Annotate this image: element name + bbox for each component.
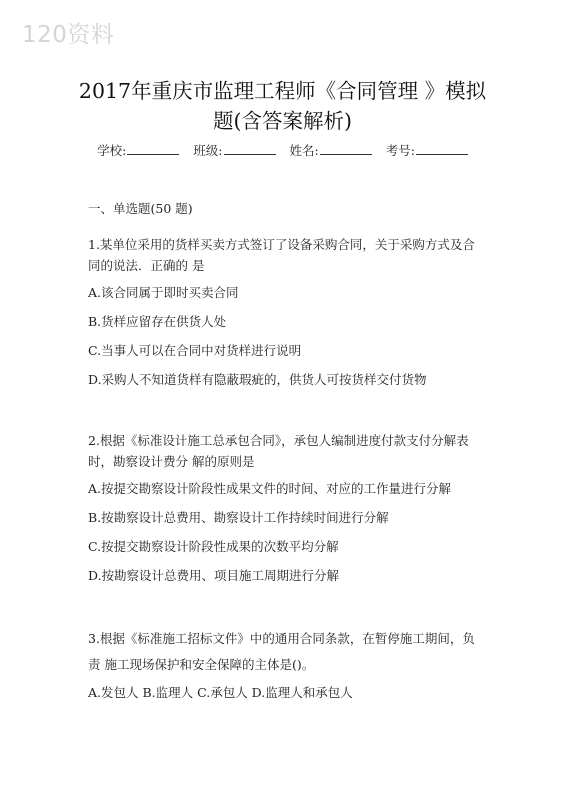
question-3 — [88, 626, 482, 702]
class-field — [193, 143, 275, 158]
class-blank — [224, 142, 276, 155]
options-line: A.发包人 B.监理人 C.承包人 D.监理人和承包人 — [88, 685, 353, 700]
option-b: B.按勘察设计总费用、勘察设计工作持续时间进行分解 — [88, 510, 389, 525]
question-1 — [88, 234, 482, 389]
school-blank — [127, 142, 179, 155]
exam-number-blank — [416, 142, 468, 155]
student-info-line — [0, 141, 565, 159]
question-content — [88, 200, 482, 713]
question-spacer — [88, 400, 482, 430]
option-b: B.货样应留存在供货人处 — [88, 314, 227, 329]
option-c: C.按提交勘察设计阶段性成果的次数平均分解 — [88, 539, 339, 554]
question-2 — [88, 430, 482, 585]
exam-number-label: 考号: — [385, 143, 415, 158]
option-a: A.按提交勘察设计阶段性成果文件的时间、对应的工作量进行分解 — [88, 481, 452, 496]
question-stem: 1.某单位采用的货样买卖方式签订了设备采购合同，关于采购方式及合同的说法．正确的 是 — [88, 237, 475, 273]
option-d: D.采购人不知道货样有隐蔽瑕疵的，供货人可按货样交付货物 — [88, 372, 427, 387]
watermark: 120资料 — [22, 22, 115, 48]
name-label: 姓名: — [289, 143, 319, 158]
question-spacer — [88, 596, 482, 626]
option-a: A.该合同属于即时买卖合同 — [88, 285, 239, 300]
school-field — [97, 143, 179, 158]
document-title: 2017年重庆市监理工程师《合同管理 》模拟题(含答案解析) — [78, 79, 487, 133]
question-stem: 2.根据《标准设计施工总承包合同》，承包人编制进度付款支付分解表时，勘察设计费分 解的原则是 — [88, 433, 469, 469]
option-d: D.按勘察设计总费用、项目施工周期进行分解 — [88, 568, 340, 583]
class-label: 班级: — [193, 143, 223, 158]
section-title: 一、单选题(50 题) — [88, 201, 193, 216]
school-label: 学校: — [97, 143, 127, 158]
question-stem: 3.根据《标准施工招标文件》中的通用合同条款，在暂停施工期间，负责 施工现场保护和安全保障的主体是()。 — [88, 631, 475, 672]
name-field — [289, 143, 371, 158]
option-c: C.当事人可以在合同中对货样进行说明 — [88, 343, 302, 358]
exam-number-field — [386, 143, 468, 158]
name-blank — [320, 142, 372, 155]
